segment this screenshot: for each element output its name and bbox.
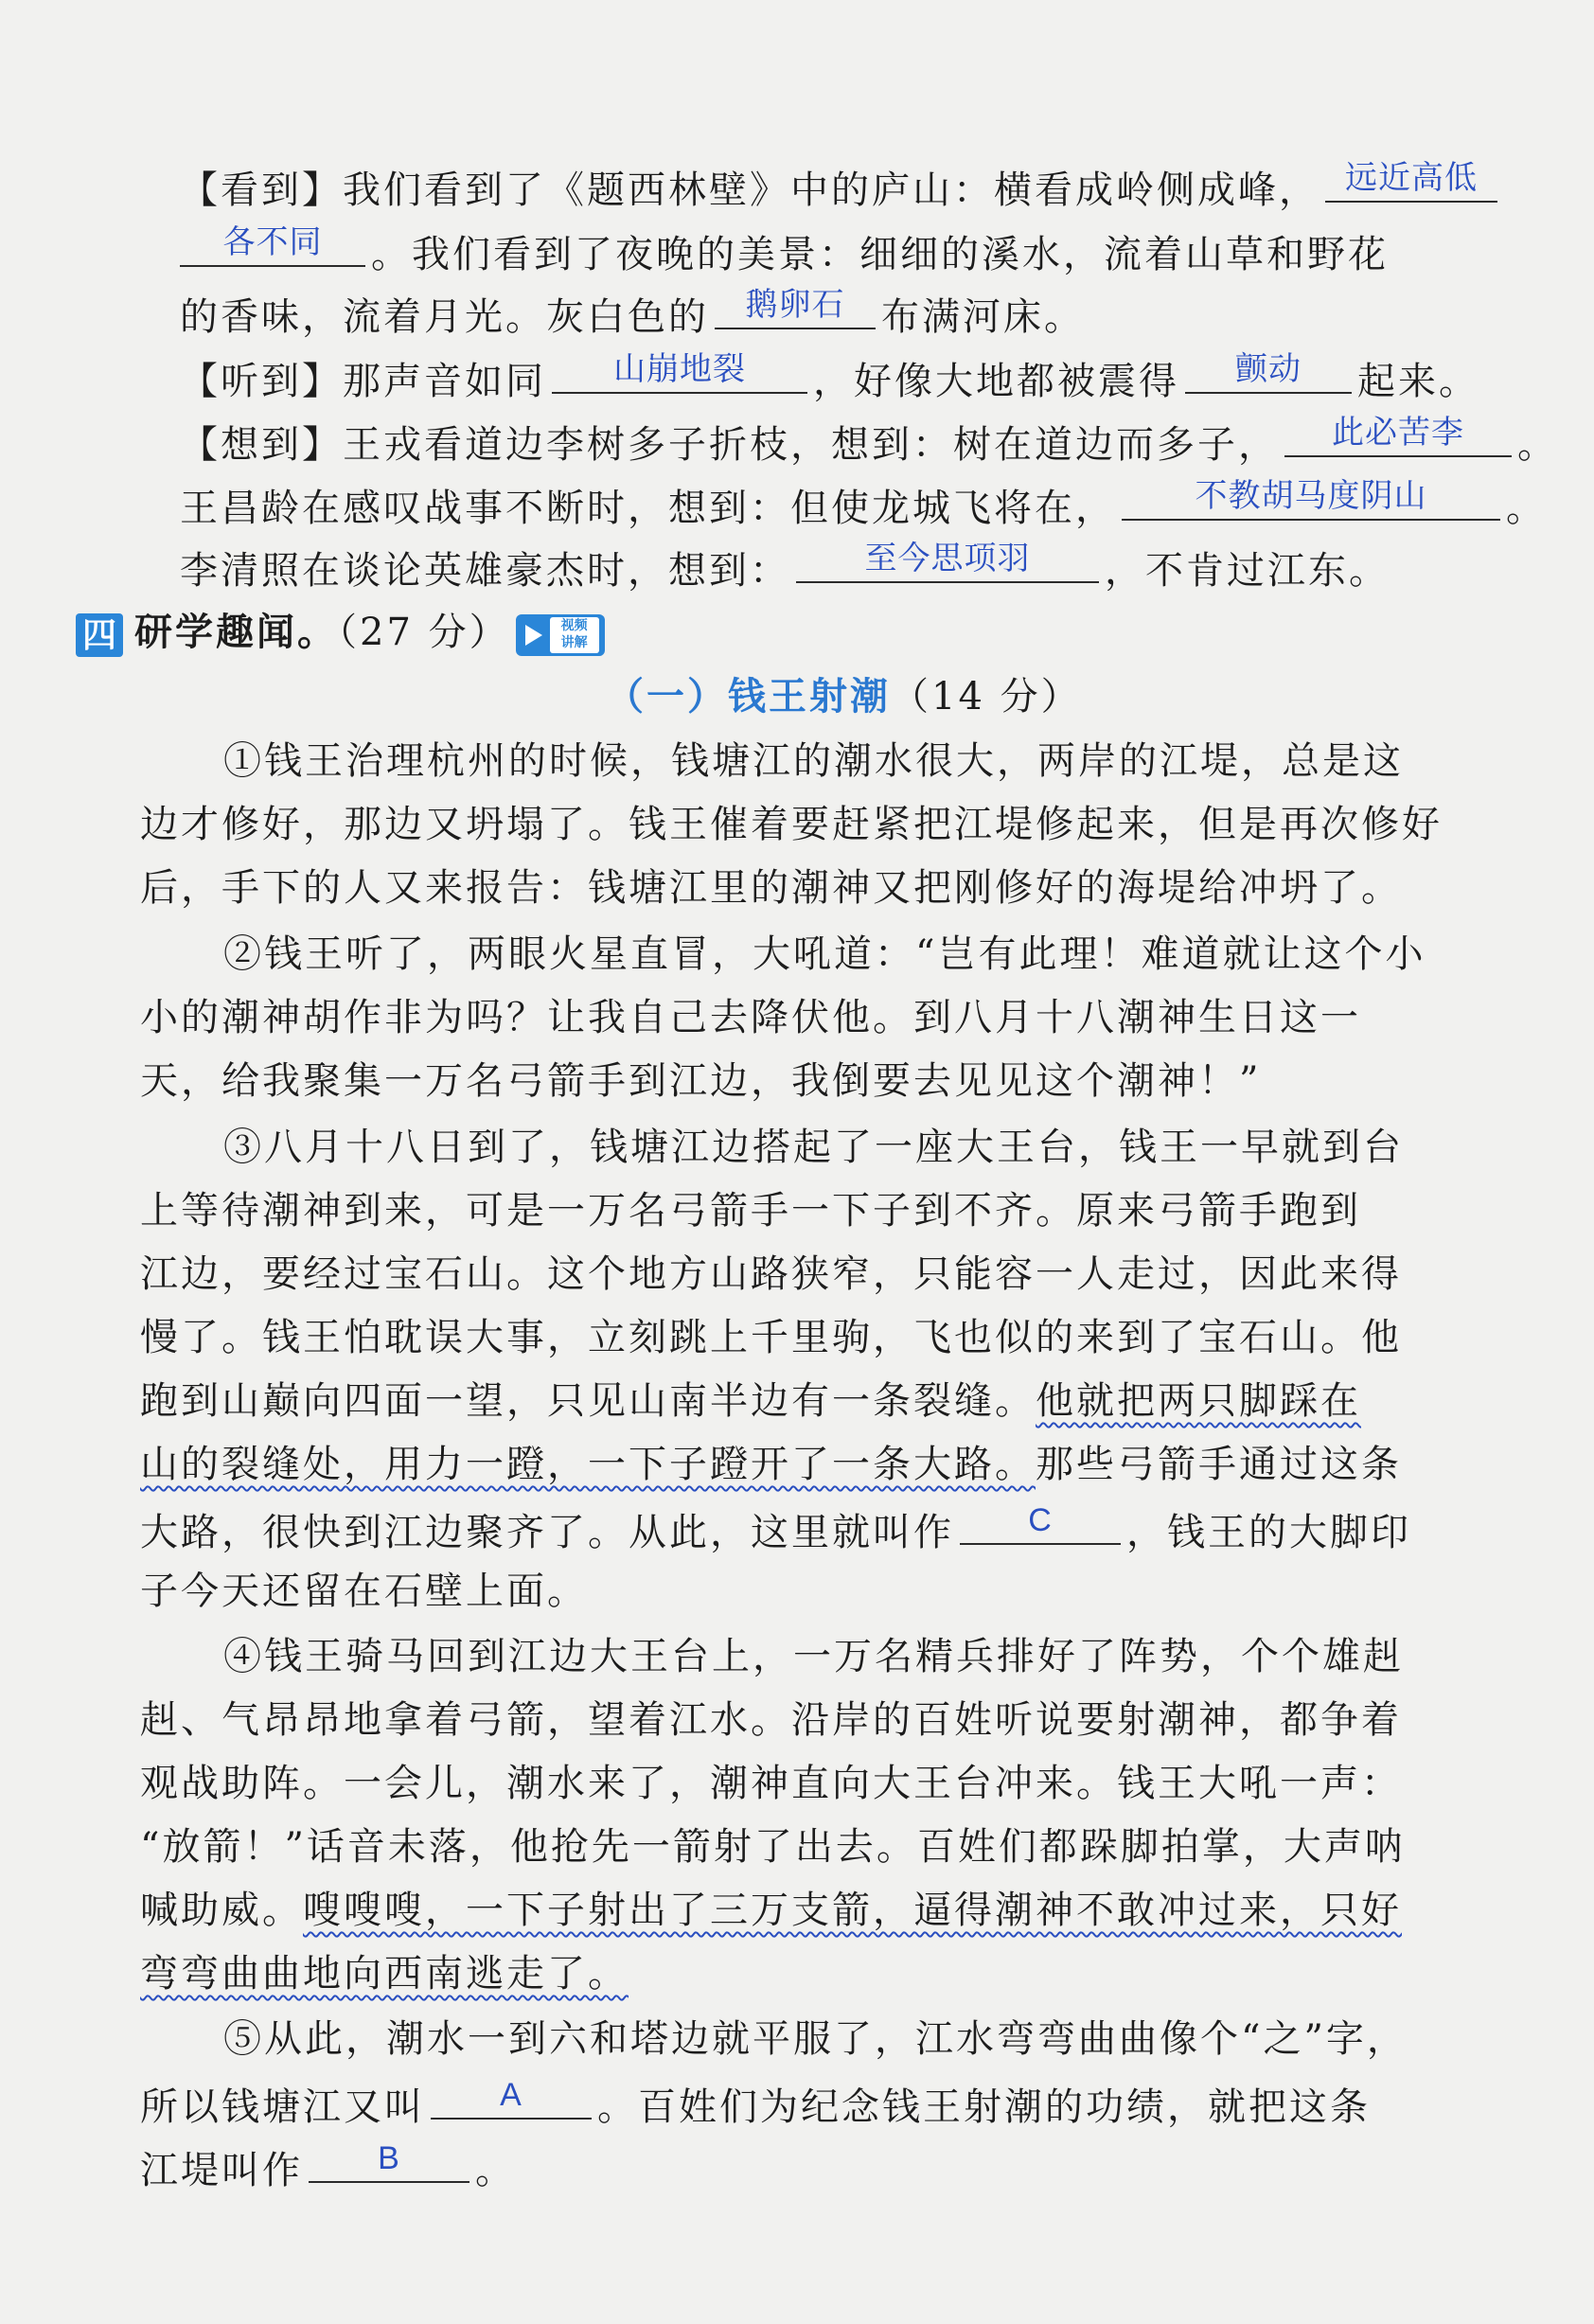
passage-line: [140, 1947, 629, 2000]
video-label: 视频: [560, 618, 588, 633]
answer-blank[interactable]: [1122, 477, 1500, 521]
wavy-underlined-sentence: 山的裂缝处，用力一蹬，一下子蹬开了一条大路。: [140, 1443, 1036, 1486]
passage-line: ⑤从此，潮水一到六和塔边就平服了，江水弯弯曲曲像个“之”字，: [223, 2017, 1408, 2061]
passage-line: ①钱王治理杭州的时候，钱塘江的潮水很大，两岸的江堤，总是这: [223, 739, 1404, 783]
answer-text: 颤动: [1235, 351, 1302, 387]
passage-line: 所以钱塘江又叫 A 。百姓们为纪念钱王射潮的功绩，就把这条: [140, 2077, 1371, 2129]
passage-line: 跑到山巅向四面一望，只见山南半边有一条裂缝。他就把两只脚踩在: [140, 1379, 1361, 1423]
passage-line: ②钱王听了，两眼火星直冒，大吼道：“岂有此理！难道就让这个小: [223, 932, 1426, 976]
fill-line-6: 王昌龄在感叹战事不断时，想到：但使龙城飞将在， 不教胡马度阴山 。: [180, 478, 1547, 530]
answer-text: 不教胡马度阴山: [1195, 478, 1427, 514]
passage-line: 江边，要经过宝石山。这个地方山路狭窄，只能容一人走过，因此来得: [140, 1252, 1402, 1296]
answer-blank[interactable]: [960, 1501, 1121, 1545]
section-title: 研学趣闻。: [134, 611, 338, 654]
answer-text: 至今思项羽: [864, 541, 1031, 577]
section-header: [76, 606, 605, 659]
passage-line: ③八月十八日到了，钱塘江边搭起了一座大王台，钱王一早就到台: [223, 1126, 1404, 1169]
passage-line: 边才修好，那边又坍塌了。钱王催着要赶紧把江堤修起来，但是再次修好: [140, 803, 1443, 846]
passage-line: 江堤叫作 B 。: [140, 2140, 516, 2192]
passage-line: 慢了。钱王怕耽误大事，立刻跳上千里驹，飞也似的来到了宝石山。他: [140, 1316, 1402, 1359]
explain-label: 讲解: [560, 635, 588, 650]
passage-line: 后，手下的人又来报告：钱塘江里的潮神又把刚修好的海堤给冲坍了。: [140, 866, 1402, 910]
answer-text: 远近高低: [1345, 160, 1478, 196]
passage-line: “放箭！”话音未落，他抢先一箭射了出去。百姓们都跺脚拍掌，大声呐: [140, 1825, 1406, 1869]
answer-blank[interactable]: [180, 223, 365, 267]
passage-line: 大路，很快到江边聚齐了。从此，这里就叫作 C ，钱王的大脚印: [140, 1502, 1411, 1554]
passage-line: 喊助威。嗖嗖嗖，一下子射出了三万支箭，逼得潮神不敢冲过来，只好: [140, 1889, 1402, 1932]
passage-line: 山的裂缝处，用力一蹬，一下子蹬开了一条大路。那些弓箭手通过这条: [140, 1443, 1402, 1486]
answer-text: 各不同: [222, 224, 323, 260]
answer-text: B: [378, 2140, 400, 2176]
answer-text: 鹅卵石: [745, 287, 845, 323]
answer-blank[interactable]: [552, 350, 807, 394]
passage-line: 赳、气昂昂地拿着弓箭，望着江水。沿岸的百姓听说要射潮神，都争着: [140, 1698, 1402, 1742]
answer-text: A: [500, 2077, 522, 2113]
play-icon: [525, 625, 542, 646]
passage-line: 天，给我聚集一万名弓箭手到江边，我倒要去见见这个潮神！”: [140, 1059, 1262, 1103]
fill-line-7: 李清照在谈论英雄豪杰时，想到： 至今思项羽 ，不肯过江东。: [180, 541, 1390, 593]
passage-line: 上等待潮神到来，可是一万名弓箭手一下子到不齐。原来弓箭手跑到: [140, 1189, 1361, 1233]
passage-line: 子今天还留在石壁上面。: [140, 1570, 588, 1613]
answer-blank[interactable]: [796, 540, 1099, 583]
answer-blank[interactable]: [431, 2076, 592, 2120]
fill-line-4: 【听到】那声音如同 山崩地裂 ，好像大地都被震得 颤动 起来。: [180, 351, 1479, 403]
wavy-underlined-sentence: 弯弯曲曲地向西南逃走了。: [140, 1952, 629, 1996]
answer-blank[interactable]: [1284, 414, 1512, 457]
passage-line: ④钱王骑马回到江边大王台上，一万名精兵排好了阵势，个个雄赳: [223, 1635, 1404, 1678]
fill-line-1: 【看到】我们看到了《题西林壁》中的庐山：横看成岭侧成峰， 远近高低: [180, 159, 1503, 217]
fill-line-5: 【想到】王戎看道边李树多子折枝，想到：树在道边而多子， 此必苦李 。: [180, 415, 1558, 467]
passage-line: 小的潮神胡作非为吗？让我自己去降伏他。到八月十八潮神生日这一: [140, 996, 1361, 1039]
answer-blank[interactable]: [309, 2139, 469, 2183]
subsection-score: （14 分）: [891, 675, 1082, 718]
answer-text: 此必苦李: [1332, 415, 1464, 451]
passage-line: 观战助阵。一会儿，潮水来了，潮神直向大王台冲来。钱王大吼一声：: [140, 1762, 1402, 1805]
wavy-underlined-sentence: 嗖嗖嗖，一下子射出了三万支箭，逼得潮神不敢冲过来，只好: [303, 1889, 1402, 1932]
answer-blank[interactable]: [1185, 350, 1352, 394]
answer-text: 山崩地裂: [613, 351, 746, 387]
video-explain-button[interactable]: [516, 614, 605, 656]
wavy-underlined-sentence: 他就把两只脚踩在: [1036, 1379, 1361, 1423]
section-score: （27 分）: [338, 611, 510, 654]
subsection-title: （一）钱王射潮（14 分）: [606, 675, 1082, 718]
fill-line-3: 的香味，流着月光。灰白色的 鹅卵石 布满河床。: [180, 287, 1085, 339]
answer-text: C: [1028, 1502, 1053, 1538]
answer-blank[interactable]: [715, 286, 876, 329]
section-number-badge: 四: [76, 613, 123, 657]
answer-blank[interactable]: [1325, 159, 1497, 203]
fill-line-2: 各不同 。我们看到了夜晚的美景：细细的溪水，流着山草和野花: [180, 223, 1389, 281]
